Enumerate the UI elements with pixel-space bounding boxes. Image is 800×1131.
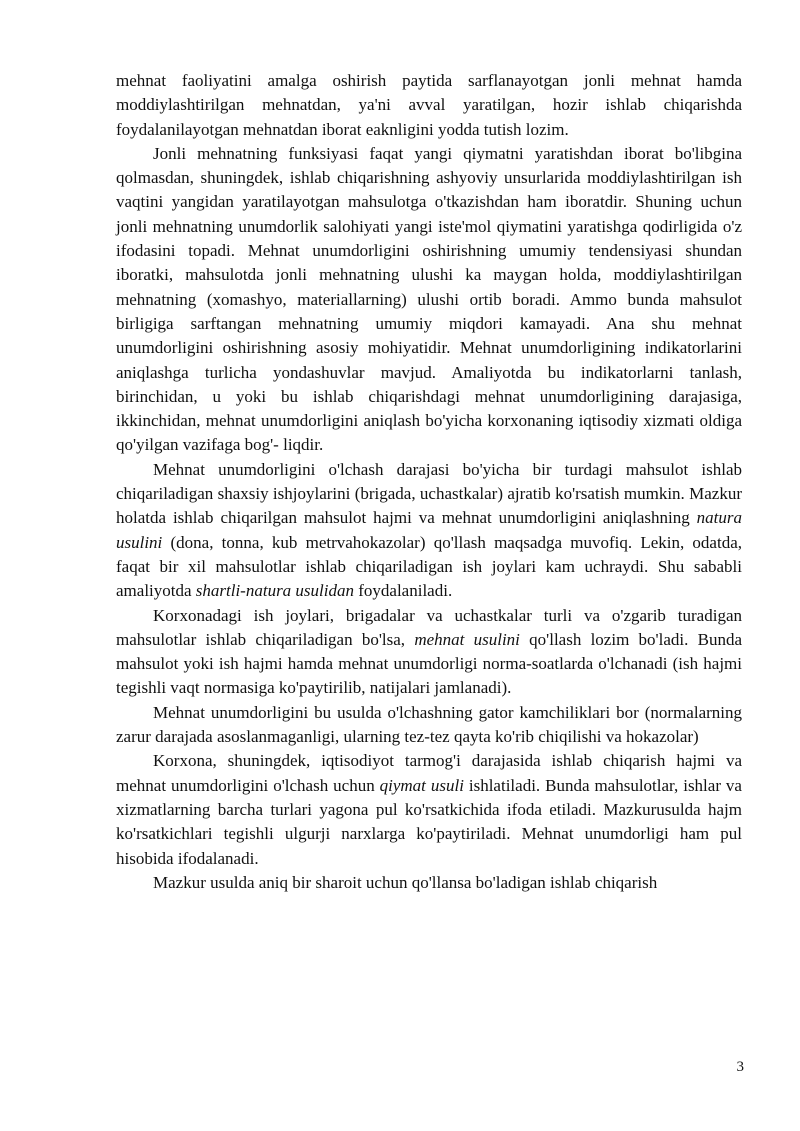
paragraph xyxy=(116,871,742,895)
paragraph-text: (dona, tonna, kub metrvahokazolar) qo'llash maqsadga muvofiq. Lekin, odatda, faqat bir xil mahsulotlar ishlab chiqariladigan ish joylari kam uchraydi. Shu sababli amaliyotda xyxy=(116,532,742,601)
paragraph xyxy=(116,142,742,458)
italic-term: mehnat usulini xyxy=(414,629,520,649)
italic-term: natura usulini xyxy=(116,508,742,552)
paragraph xyxy=(116,458,742,604)
paragraph-text: foydalaniladi. xyxy=(354,581,453,601)
paragraph-text: ishlatiladi. Bunda mahsulotlar, ishlar va xizmatlarning barcha turlari yagona pul ko'rsatkichida ifoda etiladi. Mazkurusulda hajm ko'rsatkichlari tegishli ulgurji narxlarga ko'paytiriladi. Mehnat unumdorligi ham pul hisobida ifodalanadi. xyxy=(116,775,742,868)
paragraph-text: Korxonadagi ish joylari, brigadalar va uchastkalar turli va o'zgarib turadigan mahsulotlar ishlab chiqariladigan bo'lsa, xyxy=(116,605,742,649)
paragraph-text: Mehnat unumdorligini bu usulda o'lchashning gator kamchiliklari bor (normalarning zarur darajada asoslanmaganligi, ularning tez-tez qayta ko'rib chiqilishi va hokazolar) xyxy=(116,702,742,747)
document-body xyxy=(116,69,742,895)
paragraph xyxy=(116,69,742,142)
page-number: 3 xyxy=(736,1059,744,1075)
paragraph-text: mehnat faoliyatini amalga oshirish paytida sarflanayotgan jonli mehnat hamda moddiylashtirilgan mehnatdan, ya'ni avval yaratilgan, hozir ishlab chiqarishda foydalanilayotgan mehnatdan iborat eaknligini yodda tutish lozim. xyxy=(116,71,742,139)
italic-term: qiymat usuli xyxy=(379,775,464,795)
paragraph-text: Korxona, shuningdek, iqtisodiyot tarmog'i darajasida ishlab chiqarish hajmi va mehnat unumdorligini o'lchash uchun xyxy=(116,751,742,795)
paragraph xyxy=(116,749,742,870)
paragraph xyxy=(116,604,742,701)
paragraph xyxy=(116,701,742,750)
italic-term: shartli-natura usulidan xyxy=(195,581,354,601)
paragraph-text: Jonli mehnatning funksiyasi faqat yangi qiymatni yaratishdan iborat bo'libgina qolmasdan, shuningdek, ishlab chiqarishning ashyoviy unsurlarida moddiylashtirilgan ish vaqtini yangidan yaratilayotgan mahsulotga o'tkazishdan ham iboratdir. Shuning uchun jonli mehnatning unumdorlik salohiyati yangi iste'mol qiymatini yaratishga qodirligida o'z ifodasini topadi. Mehnat unumdorligini oshirishning umumiy tendensiyasi shundan iboratki, mahsulotda jonli mehnatning ulushi ka maygan holda, moddiylashtirilgan mehnatning (xomashyo, materiallarning) ulushi ortib boradi. Ammo bunda mahsulot birligiga sarftangan mehnatning umumiy miqdori kamayadi. Ana shu mehnat unumdorligini oshirishning asosiy mohiyatidir. Mehnat unumdorligining indikatorlarini aniqlashga turlicha yondashuvlar mavjud. Amaliyotda bu indikatorlarni tanlash, birinchidan, u yoki bu ishlab chiqarishdagi mehnat unumdorligining darajasiga, ikkinchidan, mehnat unumdorligini aniqlash bo'yicha korxonaning iqtisodiy xizmati oldiga qo'yilgan vazifaga bog'- liqdir. xyxy=(116,143,742,455)
paragraph-text: Mazkur usulda aniq bir sharoit uchun qo'llansa bo'ladigan ishlab chiqarish xyxy=(153,872,658,892)
paragraph-text: Mehnat unumdorligini o'lchash darajasi bo'yicha bir turdagi mahsulot ishlab chiqariladigan shaxsiy ishjoylarini (brigada, uchastkalar) ajratib ko'rsatish mumkin. Mazkur holatda ishlab chiqarilgan mahsulot hajmi va mehnat unumdorligini aniqlashning xyxy=(116,459,742,528)
paragraph-text: qo'llash lozim bo'ladi. Bunda mahsulot yoki ish hajmi hamda mehnat unumdorligi norma-soatlarda o'lchanadi (ish hajmi tegishli vaqt normasiga ko'paytirilib, natijalari jamlanadi). xyxy=(116,629,742,698)
